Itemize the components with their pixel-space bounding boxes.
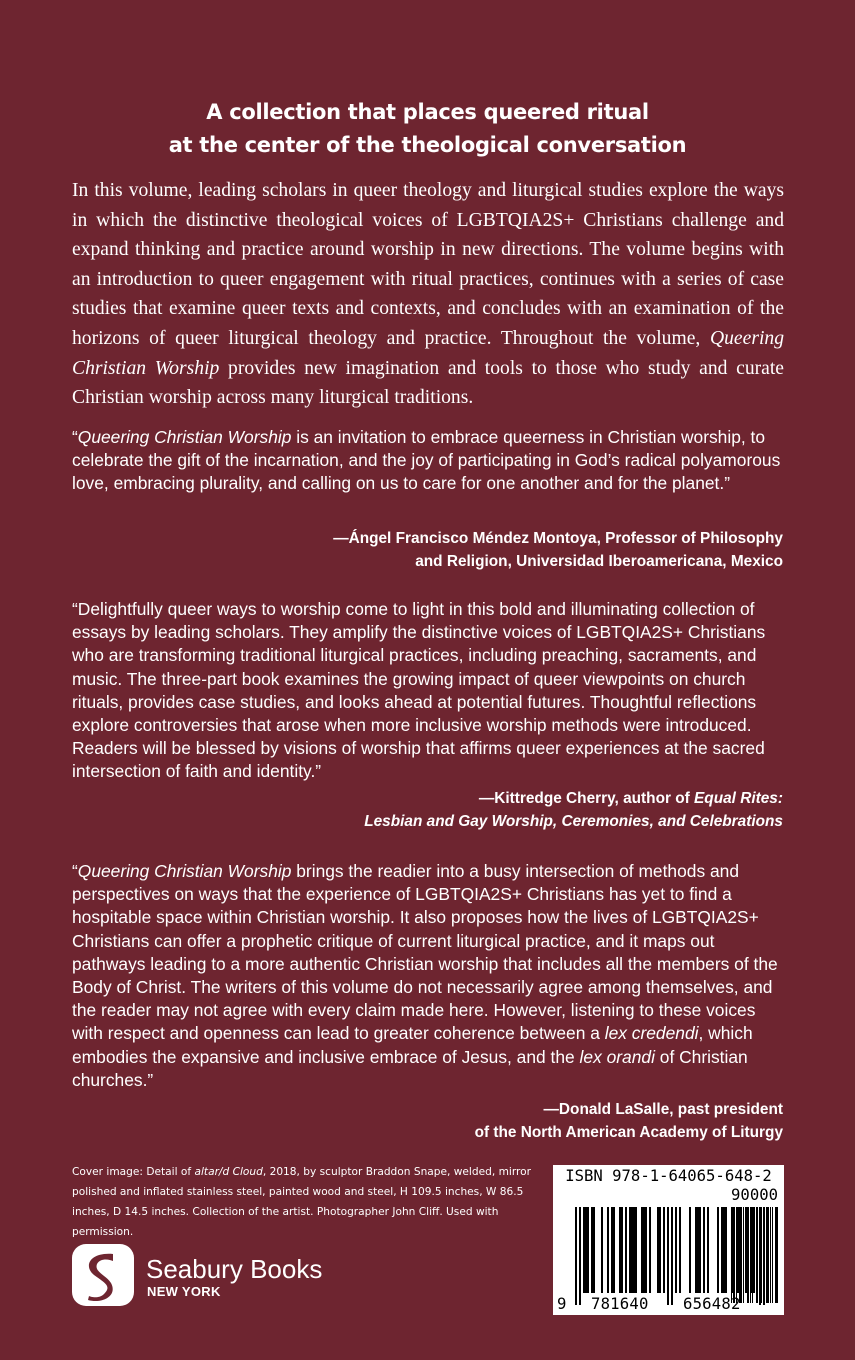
barcode-guard-bar [579, 1207, 581, 1305]
price-addon-bar [763, 1207, 764, 1303]
barcode-bar [753, 1207, 755, 1293]
endorsement-attribution-3 [263, 1098, 783, 1144]
barcode-bar [649, 1207, 651, 1293]
cover-image-credit [72, 1162, 532, 1242]
quote-text: “Delightfully queer ways to worship come to light in this bold and illuminating collection of essays by leading scholars. They amplify the distinctive voices of LGBTQIA2S+ Christians who are transforming traditional liturgical practices, including preaching, sacraments, and music. The three-part book examines the growing impact of queer viewpoints on church rituals, provides case studies, and looks ahead at potential futures. Thoughtful reflections explore controversies that arose when more inclusive worship methods were introduced. Readers will be blessed by visions of worship that affirms queer experiences at the sacred intersection of faith and identity.” [72, 599, 766, 782]
credit-prefix: Cover image: Detail of [72, 1166, 195, 1178]
seabury-s-icon [72, 1244, 134, 1306]
price-addon-bar [748, 1207, 749, 1303]
barcode-bar [663, 1207, 665, 1293]
barcode-bar [737, 1207, 739, 1293]
ean-right-group: 656482 [683, 1295, 741, 1313]
attribution-line-1: —Donald LaSalle, past president [543, 1101, 783, 1118]
barcode-bar [689, 1207, 691, 1293]
barcode-bar [717, 1207, 719, 1293]
price-addon-bar [770, 1207, 771, 1303]
price-addon-bar [743, 1207, 744, 1303]
attribution-line-1: —Ángel Francisco Méndez Montoya, Professor of Philosophy [333, 530, 783, 547]
endorsement-quote-3 [72, 860, 784, 1092]
publisher-city: NEW YORK [147, 1284, 221, 1299]
endorsement-quote-1 [72, 426, 784, 496]
price-addon-bar [757, 1207, 758, 1303]
price-addon-bar [759, 1207, 760, 1303]
barcode-bar [583, 1207, 585, 1293]
barcode-bar [697, 1207, 699, 1293]
barcode-bar [657, 1207, 659, 1293]
intro-text-1: In this volume, leading scholars in queer theology and liturgical studies explore the ways in which the distinctive theological voices of LGBTQIA2S+ Christians challenge and expand thinking and practice around worship in new directions. The volume begins with an introduction to queer engagement with ritual practices, continues with a series of case studies that examine queer texts and contexts, and concludes with an examination of the horizons of queer liturgical theology and practice. Throughout the volume, [72, 180, 784, 349]
barcode-bar [707, 1207, 709, 1293]
endorsement-quote-2 [72, 598, 784, 784]
price-addon-bar [772, 1207, 773, 1303]
quote-book-title: Queering Christian Worship [77, 861, 292, 881]
price-addon-bar [761, 1207, 762, 1303]
attribution-prefix: —Kittredge Cherry, author of [478, 790, 695, 807]
quote-book-title: Queering Christian Worship [77, 427, 292, 447]
barcode-bar [699, 1207, 701, 1293]
quote-text-a: brings the readier into a busy intersection of methods and perspectives on ways that the experience of LGBTQIA2S+ Christians has yet to find a hospitable space within Christian worship. It also proposes how the lives of LGBTQIA2S+ Christians can offer a prophetic critique of current liturgical practice, and it maps out pathways leading to a more authentic Christian worship that includes all the members of the Body of Christ. The writers of this volume do not necessarily agree among themselves, and the reader may not agree with every claim made here. However, listening to these voices with respect and openness can lead to greater coherence between a [72, 861, 778, 1044]
barcode-bar [635, 1207, 637, 1293]
quote-text: is an invitation to embrace queerness in Christian worship, to celebrate the gift of the incarnation, and the joy of participating in God’s radical polyamorous love, embracing plurality, and calling on us to care for one another and for the planet.” [72, 427, 781, 494]
endorsement-attribution-1 [263, 527, 783, 573]
barcode-bar [607, 1207, 609, 1293]
open-quote: “ [72, 427, 78, 447]
barcode-bar [659, 1207, 661, 1293]
intro-text-2: provides new imagination and tools to those who study and curate Christian worship across many liturgical traditions. [72, 357, 784, 409]
ean-first-digit: 9 [557, 1295, 567, 1313]
barcode-bar [703, 1207, 705, 1293]
barcode-bar [695, 1207, 697, 1293]
barcode-bar [641, 1207, 643, 1293]
seabury-s-glyph [72, 1244, 134, 1306]
barcode-bar [611, 1207, 613, 1293]
barcode-bar [633, 1207, 635, 1293]
price-addon-bar [768, 1207, 769, 1303]
quote-text-c: of Christian churches.” [72, 1046, 748, 1090]
headline-line-2: at the center of the theological conversation [168, 133, 687, 157]
barcode-bar [629, 1207, 631, 1293]
isbn-barcode [553, 1165, 784, 1315]
quote-term-lex-credendi: lex credendi [604, 1023, 699, 1044]
ean-left-group: 781640 [591, 1295, 649, 1313]
price-addon-bar [736, 1207, 737, 1303]
barcode-bar [587, 1207, 589, 1293]
price-addon-bar [776, 1207, 777, 1303]
artwork-title: altar/d Cloud [194, 1166, 263, 1178]
barcode-bar [591, 1207, 593, 1293]
barcode-bar [613, 1207, 615, 1293]
quote-term-lex-orandi: lex orandi [579, 1046, 655, 1067]
quote-text-b: , which embodies the expansive and inclusive embrace of Jesus, and the [72, 1023, 753, 1067]
price-addon-bar [766, 1207, 767, 1303]
price-addon-bar [777, 1207, 778, 1303]
barcode-bars [553, 1165, 784, 1315]
barcode-bar [621, 1207, 623, 1293]
price-addon-bar [752, 1207, 753, 1303]
attribution-title-2: Lesbian and Gay Worship, Ceremonies, and Celebrations [364, 813, 783, 830]
publisher-logo [72, 1244, 372, 1314]
price-addon-bar [740, 1207, 741, 1303]
attribution-title-1: Equal Rites: [694, 790, 783, 807]
price-addon-bar [775, 1207, 776, 1303]
headline [0, 96, 855, 162]
barcode-bar [725, 1207, 727, 1293]
attribution-line-2: and Religion, Universidad Iberoamericana, Mexico [415, 553, 783, 570]
open-quote: “ [72, 861, 78, 881]
price-addon-bar [739, 1207, 740, 1303]
price-addon-bar [756, 1207, 757, 1303]
intro-book-title: Queering Christian Worship [72, 327, 784, 379]
isbn-label: ISBN 978-1-64065-648-2 [565, 1167, 772, 1185]
publisher-name: Seabury Books [146, 1254, 323, 1284]
barcode-bar [721, 1207, 723, 1293]
barcode-bar [643, 1207, 645, 1293]
barcode-bar [585, 1207, 587, 1293]
barcode-bar [675, 1207, 677, 1293]
price-addon-bar [741, 1207, 742, 1303]
headline-line-1: A collection that places queered ritual [206, 100, 649, 124]
price-addon-bar [731, 1207, 732, 1303]
price-addon-bar [750, 1207, 751, 1303]
barcode-bar [645, 1207, 647, 1293]
price-addon-bar [733, 1207, 734, 1303]
price-addon-bar [767, 1207, 768, 1303]
barcode-bar [619, 1207, 621, 1293]
price-code: 90000 [731, 1186, 778, 1204]
barcode-bar [601, 1207, 603, 1293]
intro-paragraph [72, 176, 784, 413]
credit-details: , 2018, by sculptor Braddon Snape, welded, mirror polished and inflated stainless steel, painted wood and steel, H 109.5 inches, W 86.5 inches, D 14.5 inches. Collection of the artist. Photographer John Cliff. Used with permission. [72, 1166, 531, 1238]
barcode-bar [723, 1207, 725, 1293]
attribution-line-2: of the North American Academy of Liturgy [474, 1124, 783, 1141]
price-addon-bar [747, 1207, 748, 1303]
price-addon-bar [734, 1207, 735, 1303]
barcode-bar [679, 1207, 681, 1293]
barcode-bar [745, 1207, 747, 1293]
barcode-bar [625, 1207, 627, 1293]
barcode-guard-bar [667, 1207, 669, 1305]
barcode-guard-bar [671, 1207, 673, 1305]
endorsement-attribution-2 [263, 787, 783, 833]
barcode-bar [593, 1207, 595, 1293]
barcode-bar [631, 1207, 633, 1293]
barcode-guard-bar [575, 1207, 577, 1305]
